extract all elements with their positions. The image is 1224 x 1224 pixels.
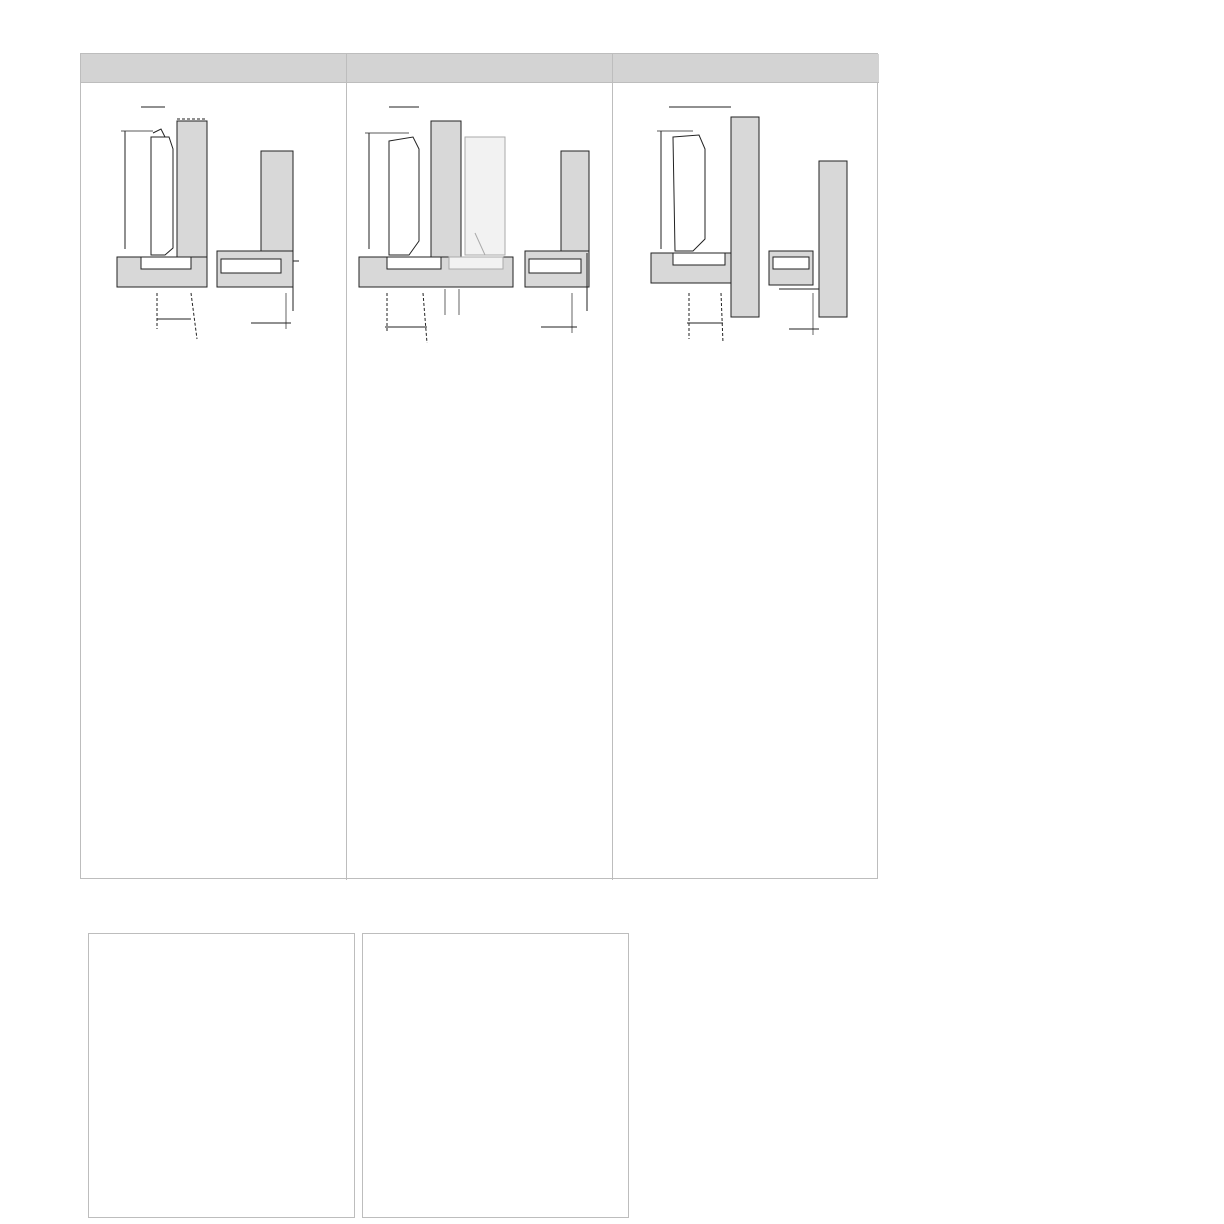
mindestfuge-box (362, 933, 629, 1218)
planning-panel (80, 53, 878, 879)
column-eckband (81, 54, 347, 880)
mindestspalt-box (88, 933, 355, 1218)
column-innenband (613, 54, 879, 880)
column-mittelband (347, 54, 613, 880)
column-header (81, 54, 346, 83)
hinge-drawing-innenband (613, 83, 879, 383)
column-header (613, 54, 879, 83)
column-header (347, 54, 612, 83)
hinge-drawing-eckband (81, 83, 347, 383)
hinge-drawing-mittelband (347, 83, 613, 383)
